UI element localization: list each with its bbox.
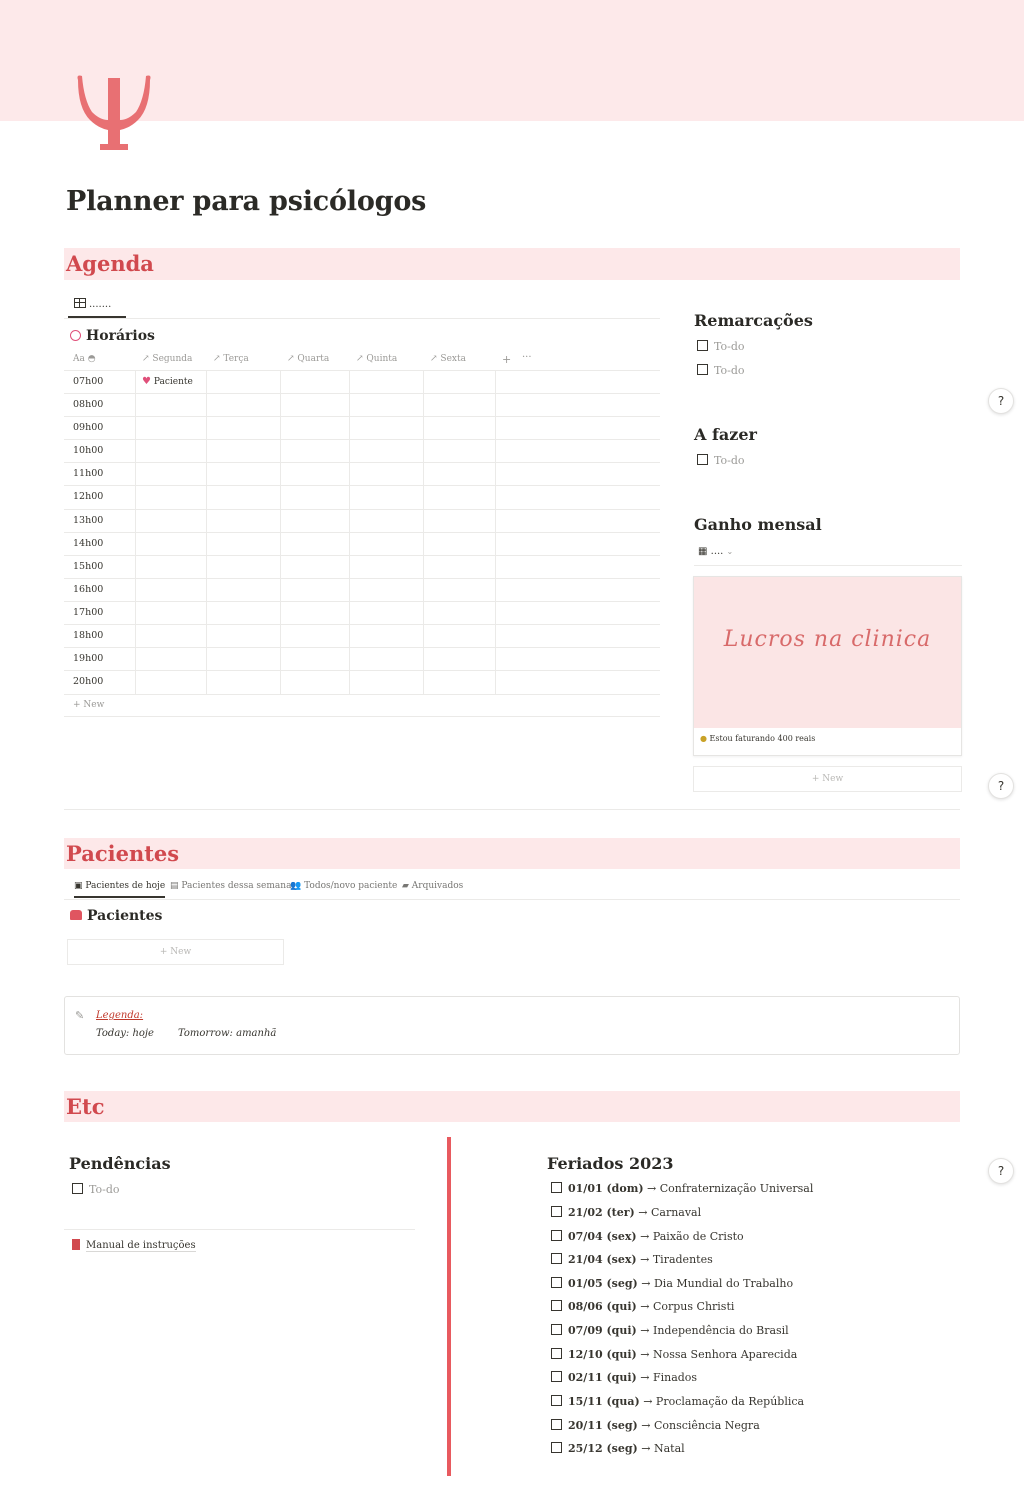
patient-relation-chip[interactable]: ♥ Paciente (142, 376, 193, 387)
divider (64, 318, 660, 319)
checkbox[interactable] (551, 1300, 562, 1311)
column-header-sexta[interactable]: ↗ Sexta (430, 354, 466, 364)
holiday-item[interactable]: 20/11 (seg) → Consciência Negra (551, 1419, 760, 1432)
plus-icon: + (73, 700, 81, 710)
add-row-button[interactable]: + New (73, 700, 105, 710)
divider (64, 899, 960, 900)
table-icon (74, 298, 86, 308)
checkbox[interactable] (551, 1230, 562, 1241)
row-divider (64, 439, 660, 440)
row-divider (64, 509, 660, 510)
folder-icon: ▰ (402, 881, 409, 891)
row-divider (64, 578, 660, 579)
section-pacientes-header: Pacientes (64, 838, 960, 869)
relation-arrow-icon: ↗ (356, 354, 364, 364)
holiday-item[interactable]: 21/02 (ter) → Carnaval (551, 1206, 701, 1219)
divider (694, 565, 962, 566)
section-agenda-header: Agenda (64, 248, 960, 280)
holiday-item[interactable]: 02/11 (qui) → Finados (551, 1371, 697, 1384)
checkbox[interactable] (72, 1183, 83, 1194)
row-divider (64, 416, 660, 417)
relation-arrow-icon: ↗ (287, 354, 295, 364)
help-button[interactable]: ? (988, 388, 1014, 414)
manual-link[interactable]: Manual de instruções (72, 1239, 196, 1251)
legend-title: Legenda: (96, 1010, 144, 1021)
row-divider (64, 555, 660, 556)
relation-arrow-icon: ↗ (430, 354, 438, 364)
holiday-item[interactable]: 08/06 (qui) → Corpus Christi (551, 1300, 734, 1313)
todo-item[interactable]: To-do (72, 1183, 120, 1196)
pendencias-heading: Pendências (69, 1154, 171, 1173)
tab-todos-novo-paciente[interactable]: 👥 Todos/novo paciente (290, 881, 398, 891)
relation-arrow-icon: ↗ (213, 354, 221, 364)
gallery-new-button[interactable]: + New (693, 766, 962, 792)
holiday-item[interactable]: 01/01 (dom) → Confraternização Universal (551, 1182, 813, 1195)
checkbox[interactable] (551, 1419, 562, 1430)
time-cell[interactable]: 16h00 (73, 584, 104, 595)
checkbox[interactable] (551, 1324, 562, 1335)
horarios-db-title[interactable]: Horários (70, 328, 155, 344)
couch-icon (70, 910, 82, 920)
todo-item[interactable]: To-do (697, 454, 745, 467)
checkbox[interactable] (697, 454, 708, 465)
heart-icon: ♥ (142, 376, 151, 387)
clock-icon (70, 330, 81, 341)
column-header-quinta[interactable]: ↗ Quinta (356, 354, 398, 364)
holiday-item[interactable]: 07/09 (qui) → Independência do Brasil (551, 1324, 789, 1337)
psi-icon[interactable] (70, 70, 160, 160)
plus-icon: + (159, 947, 168, 957)
row-divider (64, 647, 660, 648)
pacientes-new-button[interactable]: + New (67, 939, 284, 965)
checkbox[interactable] (551, 1371, 562, 1382)
divider (64, 1229, 415, 1230)
divider (64, 716, 660, 717)
holiday-item[interactable]: 12/10 (qui) → Nossa Senhora Aparecida (551, 1348, 797, 1361)
todo-item[interactable]: To-do (697, 340, 745, 353)
pencil-icon: ✎ (75, 1009, 85, 1022)
divider (64, 809, 960, 810)
remarcacoes-heading: Remarcações (694, 311, 813, 330)
time-cell[interactable]: 11h00 (73, 468, 104, 479)
column-header-segunda[interactable]: ↗ Segunda (142, 354, 193, 364)
checkbox[interactable] (551, 1206, 562, 1217)
help-button[interactable]: ? (988, 1158, 1014, 1184)
legend-tomorrow: Tomorrow: amanhã (178, 1028, 277, 1039)
todo-item[interactable]: To-do (697, 364, 745, 377)
checkbox[interactable] (551, 1253, 562, 1264)
time-cell[interactable]: 20h00 (73, 676, 104, 687)
time-cell[interactable]: 07h00 (73, 376, 104, 387)
checkbox[interactable] (551, 1277, 562, 1288)
gallery-view-tab[interactable]: ▦ .... ⌄ (698, 546, 734, 557)
holiday-item[interactable]: 21/04 (sex) → Tiradentes (551, 1253, 713, 1266)
tab-pacientes-dessa-semana[interactable]: ▤ Pacientes dessa semana (170, 881, 292, 891)
row-divider (64, 601, 660, 602)
card-cover-image (694, 577, 961, 728)
column-header-quarta[interactable]: ↗ Quarta (287, 354, 330, 364)
file-icon (72, 1239, 80, 1250)
person-icon: ◓ (87, 354, 96, 364)
row-divider (64, 532, 660, 533)
people-icon: 👥 (290, 881, 302, 891)
time-cell[interactable]: 10h00 (73, 445, 104, 456)
time-cell[interactable]: 12h00 (73, 491, 104, 502)
legend-callout (64, 996, 960, 1055)
row-divider (64, 462, 660, 463)
tab-arquivados[interactable]: ▰ Arquivados (402, 881, 464, 891)
page-title: Planner para psicólogos (66, 186, 427, 217)
gallery-icon: ▦ (698, 546, 708, 557)
add-column-button[interactable]: + (502, 353, 512, 366)
red-vertical-divider (447, 1137, 451, 1476)
time-cell[interactable]: 19h00 (73, 653, 104, 664)
row-divider (64, 393, 660, 394)
time-cell[interactable]: 15h00 (73, 561, 104, 572)
agenda-view-tab[interactable]: ....... (68, 298, 126, 318)
holiday-item[interactable]: 15/11 (qua) → Proclamação da República (551, 1395, 804, 1408)
time-cell[interactable]: 08h00 (73, 399, 104, 410)
column-header-name[interactable]: Aa ◓ (73, 354, 96, 364)
feriados-heading: Feriados 2023 (547, 1154, 674, 1173)
holiday-item[interactable]: 01/05 (seg) → Dia Mundial do Trabalho (551, 1277, 793, 1290)
time-cell[interactable]: 09h00 (73, 422, 104, 433)
checkbox[interactable] (551, 1182, 562, 1193)
checkbox[interactable] (551, 1442, 562, 1453)
ganho-heading: Ganho mensal (694, 515, 822, 534)
tab-pacientes-de-hoje[interactable]: ▣ Pacientes de hoje (74, 881, 165, 898)
money-bag-icon: ● (700, 734, 707, 743)
checkbox[interactable] (697, 340, 708, 351)
afazer-heading: A fazer (694, 425, 757, 444)
legend-today: Today: hoje (96, 1028, 154, 1039)
time-cell[interactable]: 18h00 (73, 630, 104, 641)
holiday-item[interactable]: 07/04 (sex) → Paixão de Cristo (551, 1230, 744, 1243)
time-cell[interactable]: 13h00 (73, 515, 104, 526)
row-divider (64, 670, 660, 671)
pacientes-db-title[interactable]: Pacientes (70, 908, 162, 924)
gallery-card[interactable] (693, 576, 962, 756)
time-cell[interactable]: 14h00 (73, 538, 104, 549)
help-button[interactable]: ? (988, 773, 1014, 799)
row-divider (64, 485, 660, 486)
card-title: ● Estou faturando 400 reais (700, 734, 816, 743)
checkbox[interactable] (551, 1395, 562, 1406)
plus-icon: + (811, 774, 820, 784)
column-header-terca[interactable]: ↗ Terça (213, 354, 249, 364)
holiday-item[interactable]: 25/12 (seg) → Natal (551, 1442, 685, 1455)
row-divider (64, 624, 660, 625)
divider (64, 370, 660, 371)
checkbox[interactable] (551, 1348, 562, 1359)
calendar-icon: ▤ (170, 881, 179, 891)
time-cell[interactable]: 17h00 (73, 607, 104, 618)
section-etc-header: Etc (64, 1091, 960, 1122)
relation-arrow-icon: ↗ (142, 354, 150, 364)
chevron-down-icon: ⌄ (726, 547, 734, 556)
row-divider (64, 694, 660, 695)
checkbox[interactable] (697, 364, 708, 375)
calendar-icon: ▣ (74, 881, 83, 891)
card-cover-text: Lucros na clinica (723, 627, 932, 652)
more-options-button[interactable]: ··· (522, 352, 532, 363)
